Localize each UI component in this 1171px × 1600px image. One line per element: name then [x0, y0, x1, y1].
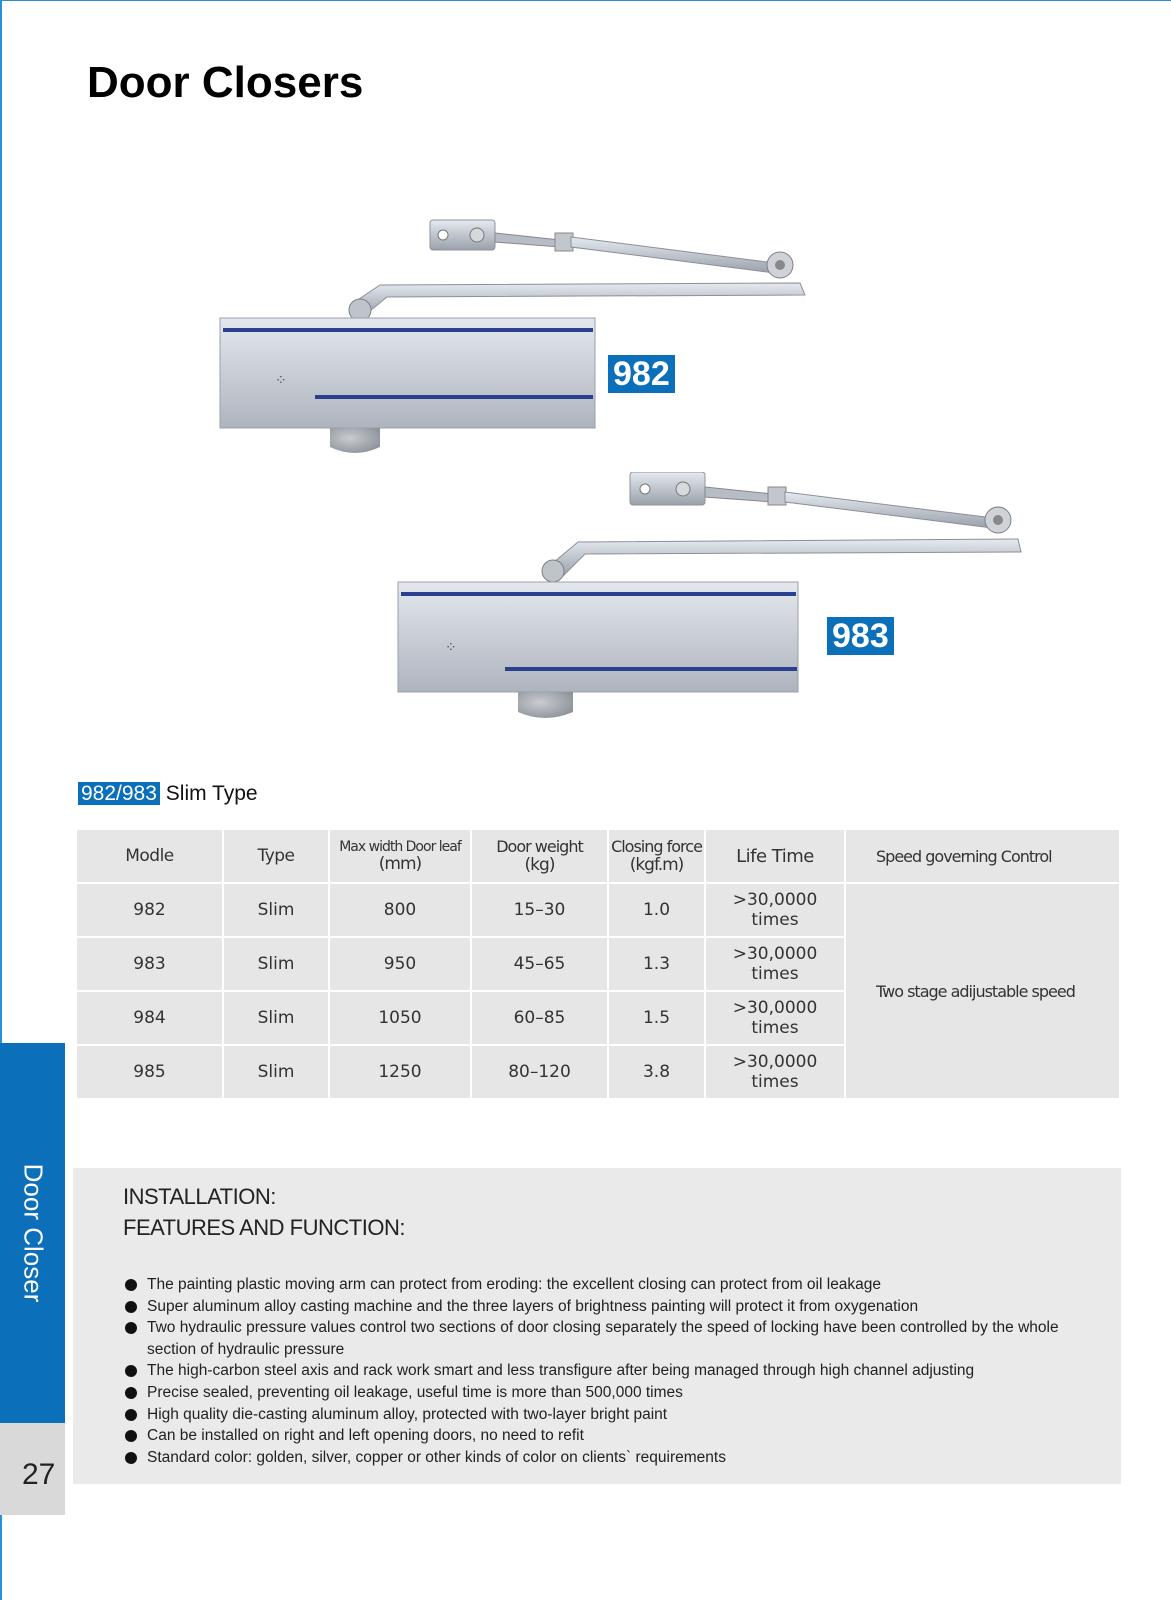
- header-max-width: Max width Door leaf (mm): [330, 830, 470, 882]
- header-type: Type: [224, 830, 328, 882]
- list-item: Two hydraulic pressure values control two sections of door closing separately the speed of locking have been controlled by the whole section of hydraulic pressure: [123, 1317, 1083, 1360]
- list-item: Super aluminum alloy casting machine and the three layers of brightness painting will protect it from oxygenation: [123, 1296, 1083, 1318]
- model-badge-983: 983: [827, 617, 894, 655]
- section-model-tag: 982/983: [78, 782, 160, 805]
- cell-door-weight: 15–30: [472, 884, 607, 936]
- cell-closing-force: 1.5: [609, 992, 704, 1044]
- list-item: The painting plastic moving arm can protect from eroding: the excellent closing can protect from oil leakage: [123, 1274, 1083, 1296]
- list-item: Can be installed on right and left opening doors, no need to refit: [123, 1425, 1083, 1447]
- side-section-tab: [0, 1043, 65, 1423]
- header-door-weight: Door weight (kg): [472, 830, 607, 882]
- table-header-row: [77, 830, 1119, 882]
- cell-life-time: >30,0000 times: [706, 938, 844, 990]
- list-item: Precise sealed, preventing oil leakage, useful time is more than 500,000 times: [123, 1382, 1083, 1404]
- header-closing-force: Closing force (kgf.m): [609, 830, 704, 882]
- page-number: 27: [22, 1458, 56, 1491]
- list-item: Standard color: golden, silver, copper or other kinds of color on clients` requirements: [123, 1447, 1083, 1469]
- cell-max-width: 1050: [330, 992, 470, 1044]
- list-item: High quality die-casting aluminum alloy, protected with two-layer bright paint: [123, 1404, 1083, 1426]
- section-label: Slim Type: [165, 782, 258, 805]
- cell-life-time: >30,0000 times: [706, 1046, 844, 1098]
- cell-door-weight: 60–85: [472, 992, 607, 1044]
- cell-closing-force: 1.3: [609, 938, 704, 990]
- cell-model: 983: [77, 938, 222, 990]
- cell-closing-force: 1.0: [609, 884, 704, 936]
- cell-max-width: 1250: [330, 1046, 470, 1098]
- side-tab-label: Door Closer: [18, 1163, 48, 1303]
- svg-text:⁘: ⁘: [445, 640, 457, 656]
- cell-life-time: >30,0000 times: [706, 992, 844, 1044]
- cell-type: Slim: [224, 1046, 328, 1098]
- table-row: [77, 884, 1119, 936]
- section-heading: [78, 782, 258, 806]
- cell-closing-force: 3.8: [609, 1046, 704, 1098]
- door-closer-982-image: [215, 215, 825, 465]
- header-model: Modle: [77, 830, 222, 882]
- cell-model: 985: [77, 1046, 222, 1098]
- page-number-box: [0, 1423, 65, 1515]
- installation-heading: INSTALLATION:: [123, 1184, 276, 1209]
- cell-max-width: 800: [330, 884, 470, 936]
- svg-text:⁘: ⁘: [275, 373, 287, 389]
- cell-life-time: >30,0000 times: [706, 884, 844, 936]
- cell-speed-control: Two stage adijustable speed: [846, 884, 1119, 1098]
- cell-max-width: 950: [330, 938, 470, 990]
- features-heading: FEATURES AND FUNCTION:: [123, 1215, 405, 1240]
- cell-model: 984: [77, 992, 222, 1044]
- top-border: [0, 0, 1171, 1]
- cell-model: 982: [77, 884, 222, 936]
- door-closer-983-image: [393, 472, 1033, 732]
- spec-table: [75, 828, 1121, 1100]
- header-life-time: Life Time: [706, 830, 844, 882]
- list-item: The high-carbon steel axis and rack work smart and less transfigure after being managed through high channel adjusting: [123, 1360, 1083, 1382]
- features-panel: [73, 1168, 1121, 1484]
- cell-door-weight: 45–65: [472, 938, 607, 990]
- cell-type: Slim: [224, 992, 328, 1044]
- cell-type: Slim: [224, 938, 328, 990]
- features-list: [123, 1274, 1083, 1468]
- header-speed-control: Speed governing Control: [846, 830, 1119, 882]
- cell-door-weight: 80–120: [472, 1046, 607, 1098]
- page-title: Door Closers: [87, 58, 364, 107]
- cell-type: Slim: [224, 884, 328, 936]
- model-badge-982: 982: [608, 355, 675, 393]
